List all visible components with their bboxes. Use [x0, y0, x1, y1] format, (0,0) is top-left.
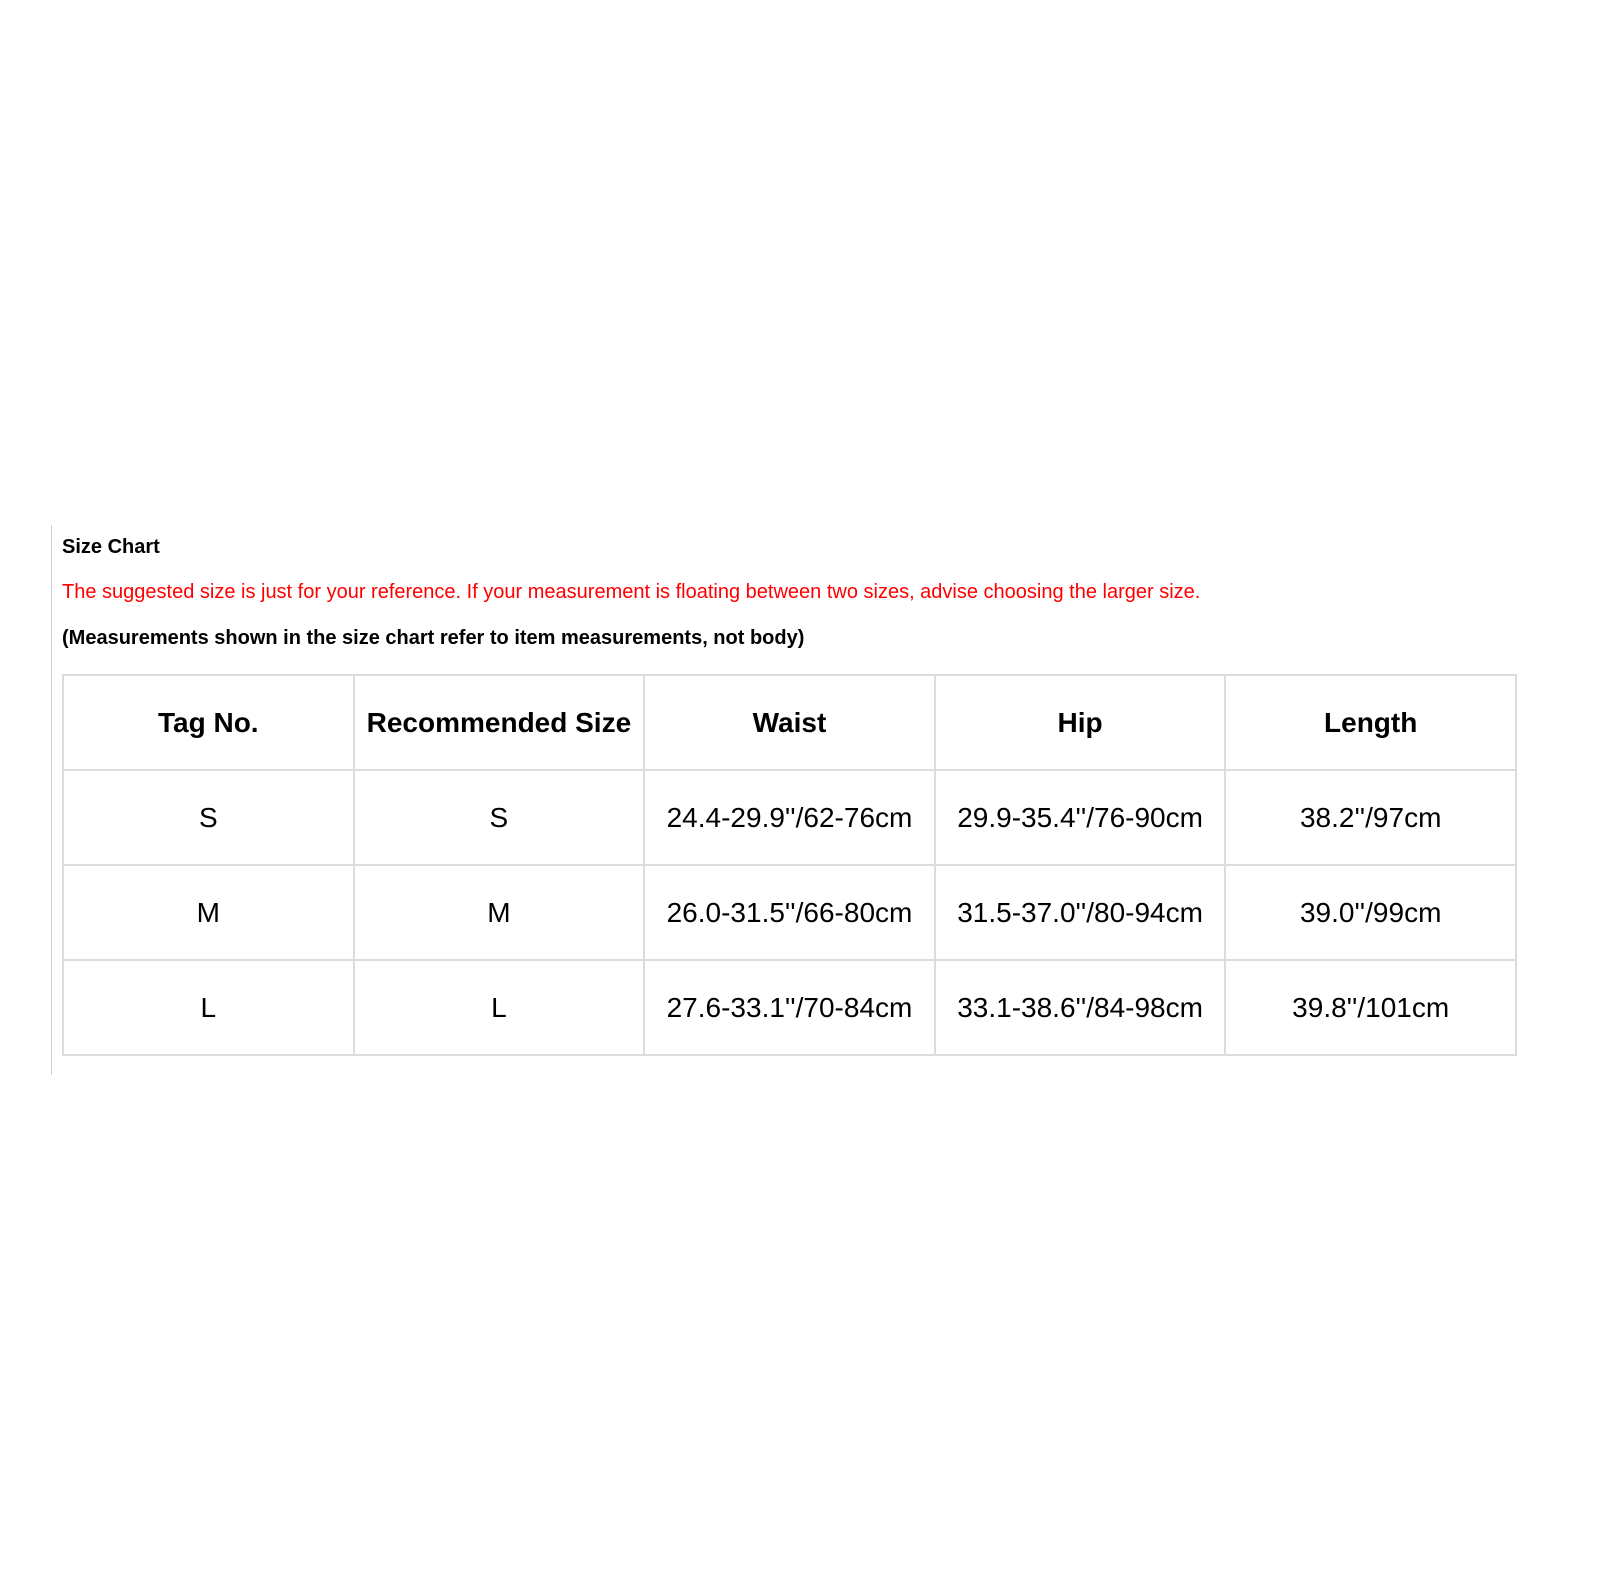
cell-tag-no: M — [63, 865, 354, 960]
column-header-waist: Waist — [644, 675, 935, 770]
table-row — [63, 865, 1516, 960]
cell-tag-no: L — [63, 960, 354, 1055]
cell-recommended-size: M — [354, 865, 645, 960]
column-header-tag-no: Tag No. — [63, 675, 354, 770]
cell-length: 38.2''/97cm — [1225, 770, 1516, 865]
cell-hip: 29.9-35.4''/76-90cm — [935, 770, 1226, 865]
cell-recommended-size: S — [354, 770, 645, 865]
size-notice: The suggested size is just for your reference. If your measurement is floating between two sizes, advise choosing the larger size. — [62, 581, 1201, 603]
table-row — [63, 960, 1516, 1055]
column-header-length: Length — [1225, 675, 1516, 770]
measurement-disclaimer: (Measurements shown in the size chart refer to item measurements, not body) — [62, 627, 805, 649]
table-row — [63, 770, 1516, 865]
cell-waist: 27.6-33.1''/70-84cm — [644, 960, 935, 1055]
size-chart-title: Size Chart — [62, 536, 160, 558]
column-header-hip: Hip — [935, 675, 1226, 770]
cell-hip: 33.1-38.6''/84-98cm — [935, 960, 1226, 1055]
cell-waist: 26.0-31.5''/66-80cm — [644, 865, 935, 960]
cell-recommended-size: L — [354, 960, 645, 1055]
cell-hip: 31.5-37.0''/80-94cm — [935, 865, 1226, 960]
cell-waist: 24.4-29.9''/62-76cm — [644, 770, 935, 865]
cell-length: 39.8''/101cm — [1225, 960, 1516, 1055]
column-header-recommended-size: Recommended Size — [354, 675, 645, 770]
cell-tag-no: S — [63, 770, 354, 865]
cell-length: 39.0''/99cm — [1225, 865, 1516, 960]
size-table — [62, 674, 1517, 1056]
size-chart-panel — [51, 525, 1532, 1075]
table-header-row — [63, 675, 1516, 770]
